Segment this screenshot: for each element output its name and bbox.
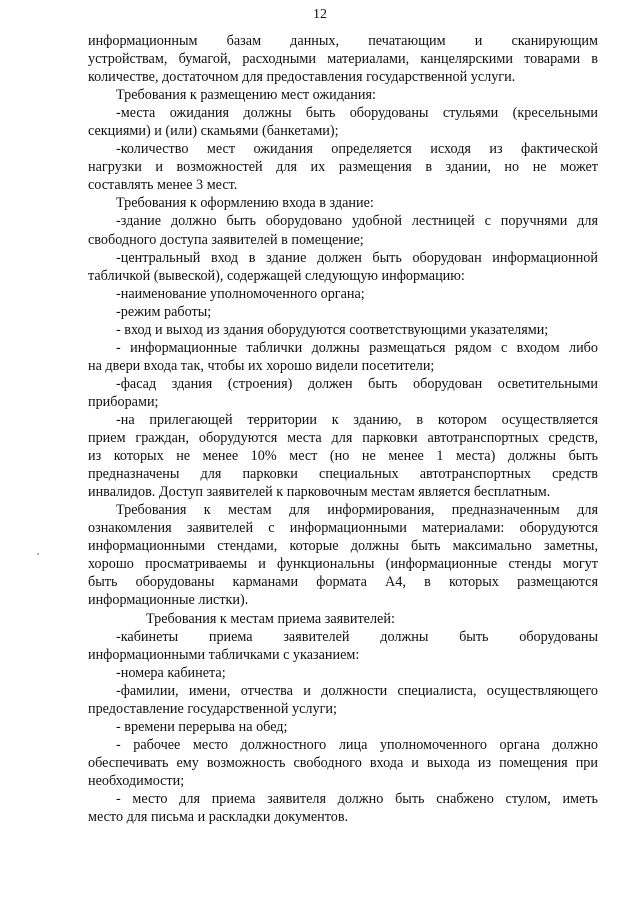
list-item: - рабочее место должностного лица уполномоченного органа должно bbox=[116, 736, 598, 753]
list-item: - место для приема заявителя должно быть снабжено стулом, иметь bbox=[116, 790, 598, 807]
text-line: предназначены для парковки специальных автотранспортных средств bbox=[88, 466, 598, 483]
text-line: инвалидов. Доступ заявителей к парковочным местам является бесплатным. bbox=[88, 484, 551, 501]
text-line: табличкой (вывеской), содержащей следующую информацию: bbox=[88, 267, 465, 284]
list-item: - вход и выход из здания оборудуются соответствующими указателями; bbox=[116, 321, 549, 338]
list-item: -здание должно быть оборудовано удобной лестницей с поручнями для bbox=[116, 213, 598, 230]
text-line: устройствам, бумагой, расходными материалами, канцелярскими товарами в bbox=[88, 51, 598, 68]
text-line: на двери входа так, чтобы их хорошо видели посетители; bbox=[88, 357, 435, 374]
text-line: составлять менее 3 мест. bbox=[88, 177, 238, 194]
text-line: хорошо просматриваемы и функциональны (информационные стенды могут bbox=[88, 556, 598, 573]
list-item: -места ожидания должны быть оборудованы стульями (кресельными bbox=[116, 105, 598, 122]
page-number: 12 bbox=[313, 7, 327, 22]
list-item: -кабинеты приема заявителей должны быть оборудованы bbox=[116, 628, 598, 645]
text-line: секциями) и (или) скамьями (банкетами); bbox=[88, 123, 339, 140]
text-line: предоставление государственной услуги; bbox=[88, 700, 337, 717]
text-line: необходимости; bbox=[88, 772, 185, 789]
list-item: - информационные таблички должны размещаться рядом с входом либо bbox=[116, 339, 598, 356]
section-heading-entrance: Требования к оформлению входа в здание: bbox=[116, 195, 374, 212]
text-line: информационные листки). bbox=[88, 592, 249, 609]
text-line: количестве, достаточном для предоставления государственной услуги. bbox=[88, 69, 516, 86]
text-line: свободного доступа заявителей в помещение; bbox=[88, 231, 364, 248]
list-item: -фасад здания (строения) должен быть оборудован осветительными bbox=[116, 375, 598, 392]
list-item: -фамилии, имени, отчества и должности специалиста, осуществляющего bbox=[116, 682, 598, 699]
text-line: обеспечивать ему возможность свободного входа и выхода из помещения при bbox=[88, 754, 598, 771]
scan-artifact-dot bbox=[37, 553, 39, 555]
text-line: информационными табличками с указанием: bbox=[88, 646, 360, 663]
text-line: информационным базам данных, печатающим и сканирующим bbox=[88, 33, 598, 49]
text-line: прием граждан, оборудуются места для парковки автотранспортных средств, bbox=[88, 430, 598, 447]
section-heading-information-places: Требования к местам для информирования, предназначенным для bbox=[116, 502, 598, 519]
text-line: ознакомления заявителей с информационными материалами: оборудуются bbox=[88, 520, 598, 537]
text-line: информационными стендами, которые должны быть максимально заметны, bbox=[88, 538, 598, 555]
text-line: место для письма и раскладки документов. bbox=[88, 809, 349, 826]
text-line: нагрузки и возможностей для их размещения в здании, но не может bbox=[88, 159, 598, 176]
text-line: из которых не менее 10% мест (но не менее 1 места) должны быть bbox=[88, 448, 598, 465]
list-item: - времени перерыва на обед; bbox=[116, 718, 288, 735]
list-item: -количество мест ожидания определяется исходя из фактической bbox=[116, 141, 598, 158]
text-line: приборами; bbox=[88, 393, 159, 410]
list-item: -на прилегающей территории к зданию, в котором осуществляется bbox=[116, 411, 598, 428]
list-item: -наименование уполномоченного органа; bbox=[116, 285, 365, 302]
list-item: -центральный вход в здание должен быть оборудован информационной bbox=[116, 249, 598, 266]
list-item: -режим работы; bbox=[116, 303, 212, 320]
section-heading-waiting-places: Требования к размещению мест ожидания: bbox=[116, 87, 376, 104]
document-body bbox=[88, 32, 598, 826]
text-line: быть оборудованы карманами формата А4, в которых размещаются bbox=[88, 574, 598, 591]
list-item: -номера кабинета; bbox=[116, 664, 226, 681]
section-heading-reception-places: Требования к местам приема заявителей: bbox=[146, 610, 395, 627]
